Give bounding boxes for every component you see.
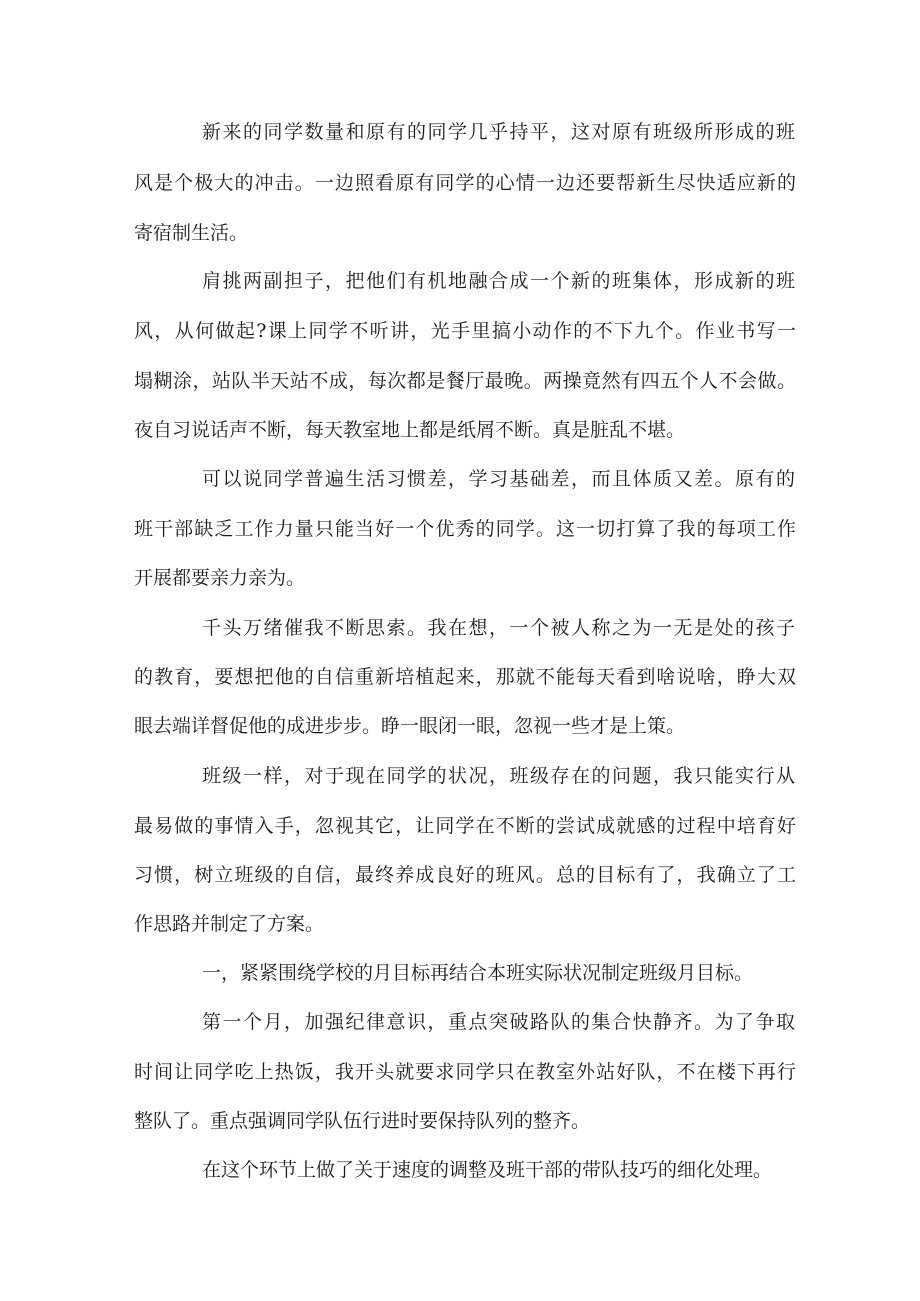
paragraph-2-line-1: 肩挑两副担子，把他们有机地融合成一个新的班集体，形成新的班 [202,270,795,292]
paragraph-5-line-1: 班级一样，对于现在同学的状况，班级存在的问题，我只能实行从 [202,765,795,787]
paragraph-2-line-2: 风，从何做起?课上同学不听讲，光手里搞小动作的不下九个。作业书写一 [134,320,796,342]
paragraph-2-line-3: 塌糊涂，站队半天站不成，每次都是餐厅最晚。两操竟然有四五个人不会做。 [134,370,796,392]
paragraph-5-line-3: 习惯，树立班级的自信，最终养成良好的班风。总的目标有了，我确立了工 [134,864,796,886]
paragraph-1-line-1: 新来的同学数量和原有的同学几乎持平，这对原有班级所形成的班 [202,121,795,143]
paragraph-6-line-1: 一，紧紧围绕学校的月目标再结合本班实际状况制定班级月目标。 [202,962,754,984]
paragraph-5-line-2: 最易做的事情入手，忽视其它，让同学在不断的尝试成就感的过程中培育好 [134,815,796,837]
paragraph-4-line-3: 眼去端详督促他的成进步步。睁一眼闭一眼，忽视一些才是上策。 [134,715,686,737]
paragraph-3-line-1: 可以说同学普遍生活习惯差，学习基础差，而且体质又差。原有的 [202,468,795,490]
paragraph-4-line-1: 千头万绪催我不断思索。我在想，一个被人称之为一无是处的孩子 [202,617,795,639]
paragraph-4-line-2: 的教育，要想把他的自信重新培植起来，那就不能每天看到啥说啥，睁大双 [134,666,796,688]
paragraph-3-line-2: 班干部缺乏工作力量只能当好一个优秀的同学。这一切打算了我的每项工作 [134,518,796,540]
paragraph-8-line-1: 在这个环节上做了关于速度的调整及班干部的带队技巧的细化处理。 [202,1159,773,1181]
paragraph-5-line-4: 作思路并制定了方案。 [134,913,325,935]
paragraph-7-line-2: 时间让同学吃上热饭，我开头就要求同学只在教室外站好队，不在楼下再行 [134,1061,796,1083]
paragraph-1-line-2: 风是个极大的冲击。一边照看原有同学的心情一边还要帮新生尽快适应新的 [134,172,796,194]
paragraph-7-line-1: 第一个月，加强纪律意识，重点突破路队的集合快静齐。为了争取 [202,1011,795,1033]
paragraph-7-line-3: 整队了。重点强调同学队伍行进时要保持队列的整齐。 [134,1110,591,1132]
paragraph-1-line-3: 寄宿制生活。 [134,222,249,244]
paragraph-2-line-4: 夜自习说话声不断，每天教室地上都是纸屑不断。真是脏乱不堪。 [134,419,686,441]
paragraph-3-line-3: 开展都要亲力亲为。 [134,567,306,589]
